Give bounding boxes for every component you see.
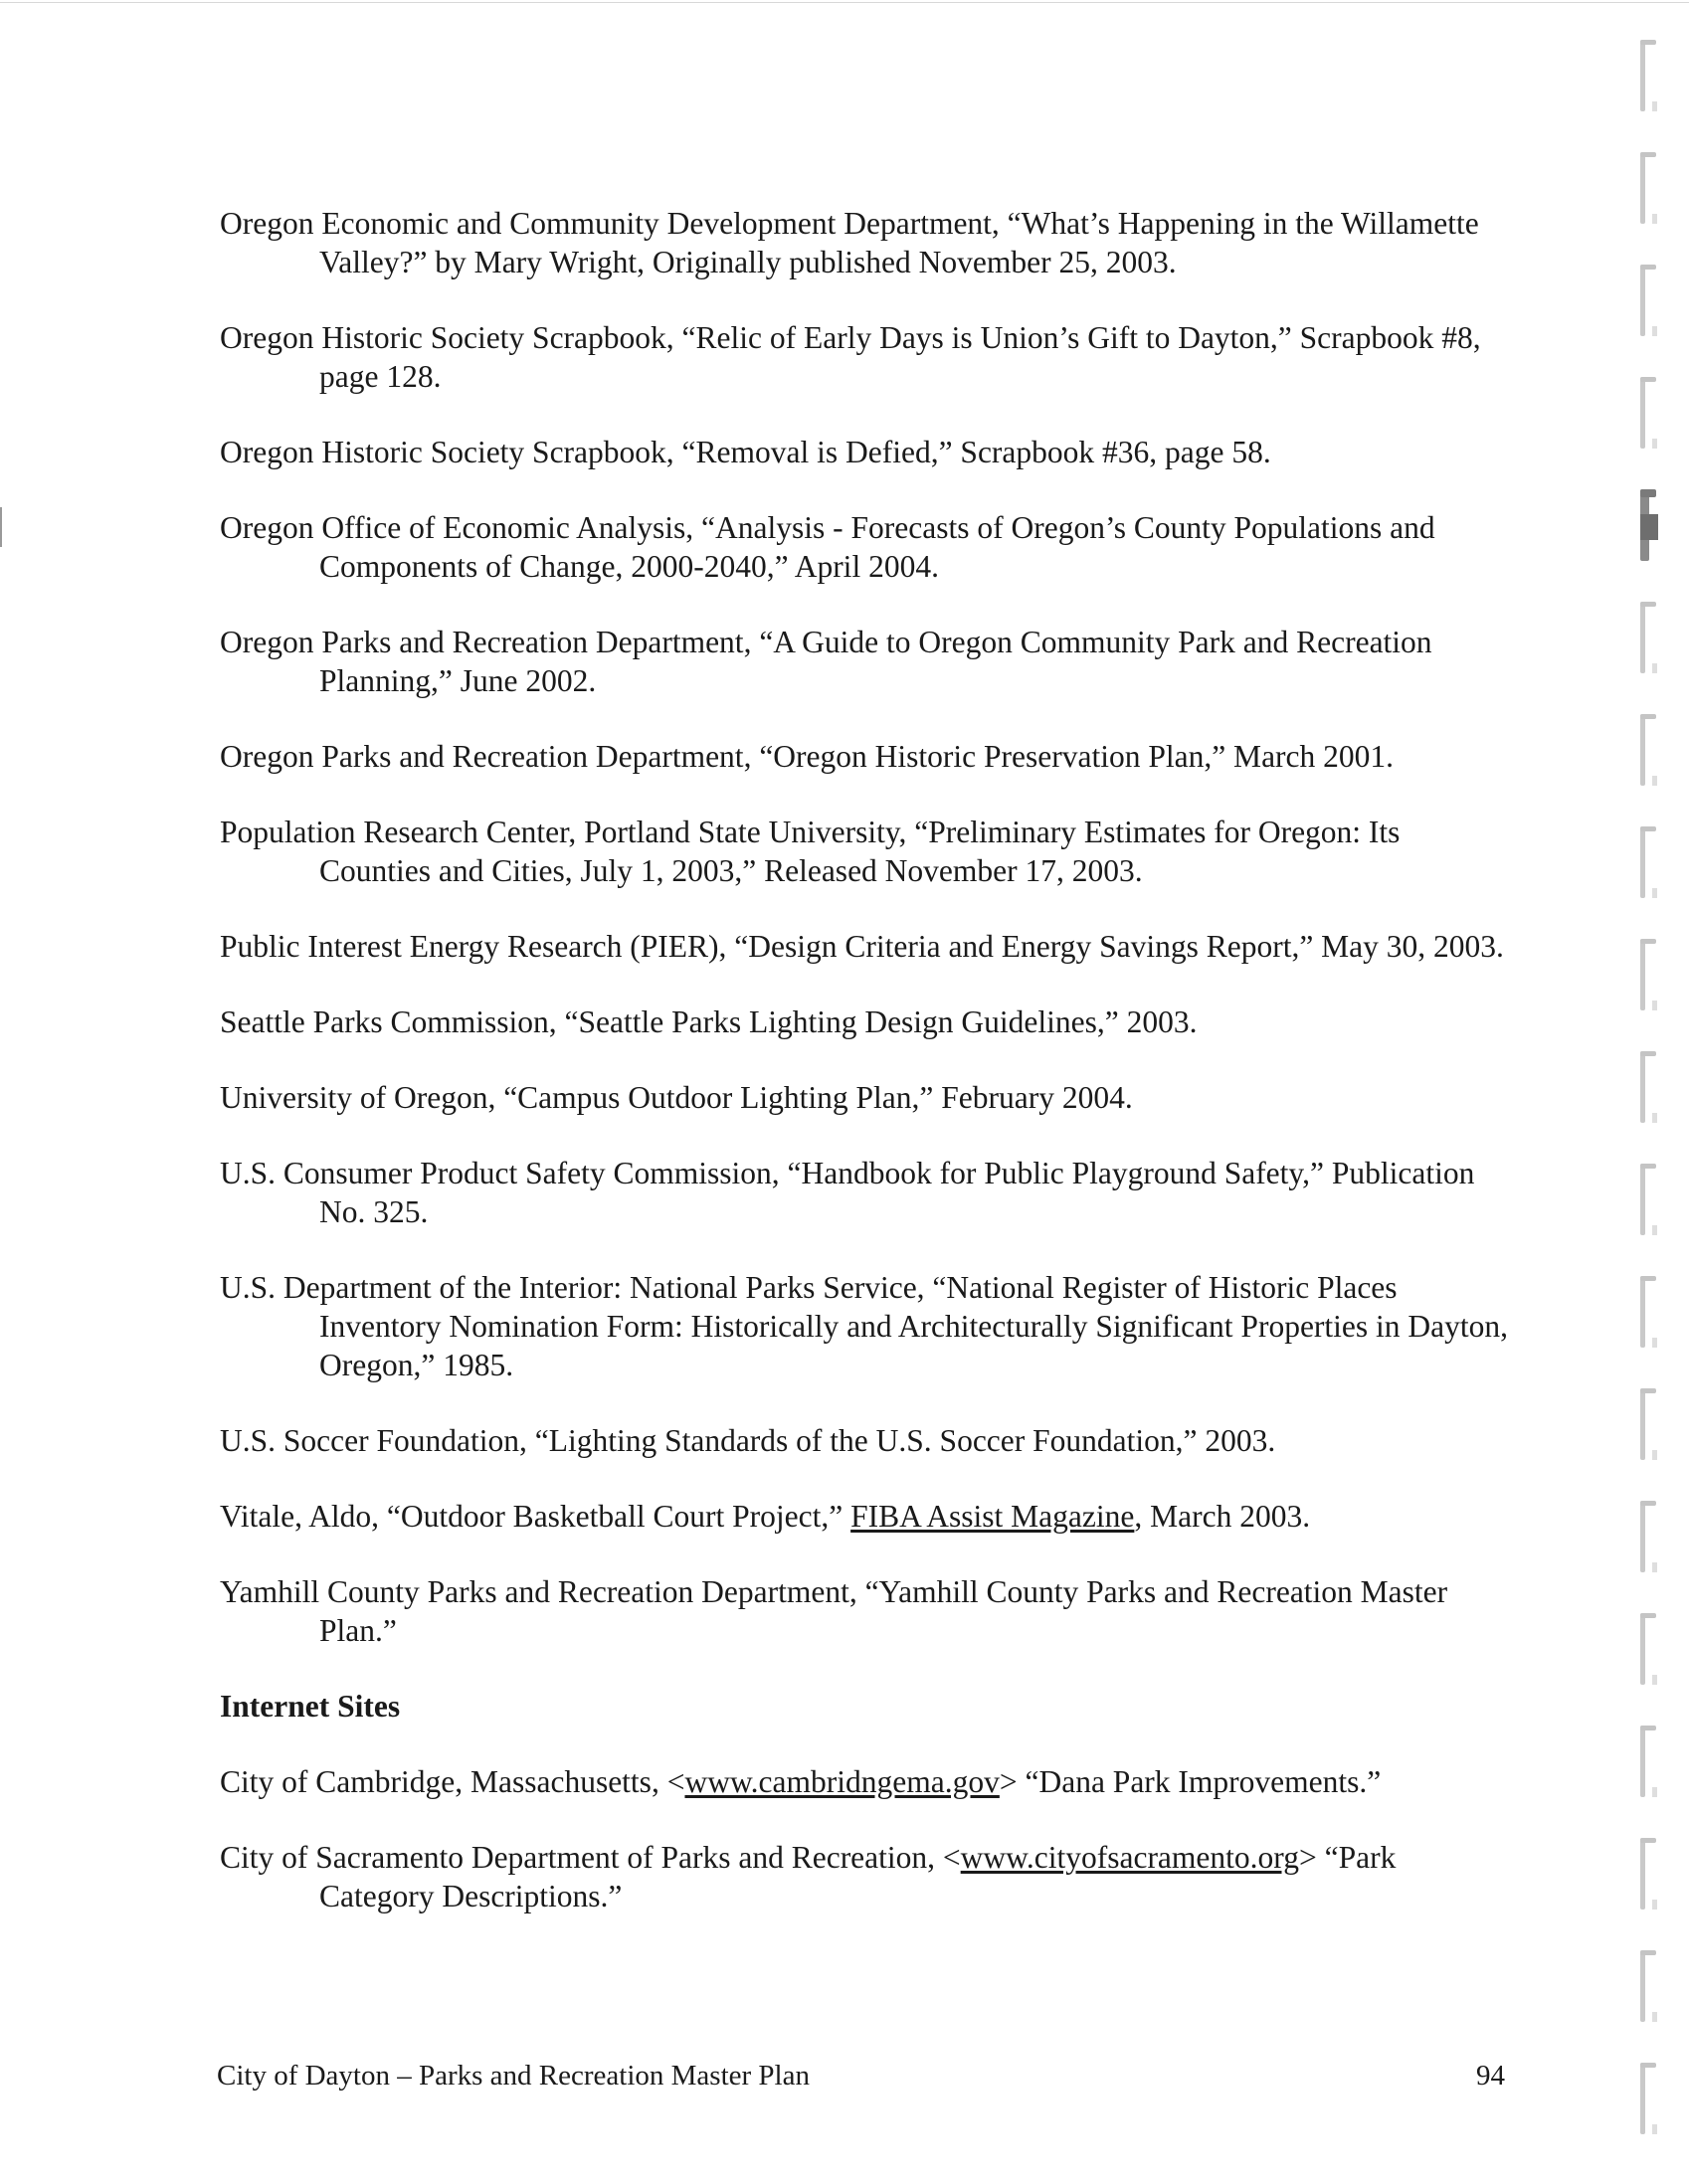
reference-entry: Oregon Parks and Recreation Department, “Oregon Historic Preservation Plan,” March 2001. (220, 739, 1395, 774)
bibliography-body (220, 204, 1513, 1952)
website-link[interactable]: www.cambridngema.gov (684, 1764, 1000, 1799)
internet-site-entry (220, 1762, 1513, 1801)
footer-document-title: City of Dayton – Parks and Recreation Master Plan (217, 2060, 810, 2092)
binding-ring (1636, 826, 1660, 898)
reference-entry: Seattle Parks Commission, “Seattle Parks Lighting Design Guidelines,” 2003. (220, 1004, 1198, 1039)
reference-entry: Oregon Economic and Community Development Department, “What’s Happening in the Willamette Valley?” by Mary Wright, Originally published November 25, 2003. (220, 206, 1479, 279)
reference-entry: Population Research Center, Portland State University, “Preliminary Estimates for Oregon: Its Counties and Cities, July 1, 2003,” Released November 17, 2003. (220, 815, 1401, 888)
reference-entry: U.S. Department of the Interior: National Parks Service, “National Register of Historic Places Inventory Nomination Form: Historically and Architecturally Significant Properties in Dayton, Oregon,” 1985. (220, 1270, 1509, 1382)
reference-entry: Yamhill County Parks and Recreation Department, “Yamhill County Parks and Recreation Master Plan.” (220, 1574, 1448, 1648)
reference-entry: Oregon Historic Society Scrapbook, “Relic of Early Days is Union’s Gift to Dayton,” Scrapbook #8, page 128. (220, 320, 1481, 394)
binding-ring (1636, 40, 1660, 111)
reference-entry: Public Interest Energy Research (PIER), “Design Criteria and Energy Savings Report,” May 30, 2003. (220, 929, 1504, 964)
reference-text: > “Park Category Descriptions.” (319, 1840, 1397, 1913)
reference-text: City of Cambridge, Massachusetts, < (220, 1764, 685, 1799)
internet-sites-heading: Internet Sites (220, 1689, 401, 1724)
binding-ring (1636, 489, 1660, 561)
scan-left-mark (0, 507, 2, 547)
website-link[interactable]: www.cityofsacramento.org (960, 1840, 1299, 1875)
reference-entry: Oregon Historic Society Scrapbook, “Removal is Defied,” Scrapbook #36, page 58. (220, 435, 1271, 469)
reference-entry: Oregon Parks and Recreation Department, “A Guide to Oregon Community Park and Recreation Planning,” June 2002. (220, 625, 1432, 698)
binding-ring (1636, 1501, 1660, 1572)
internet-site-entry (220, 1838, 1513, 1915)
binding-ring (1636, 1726, 1660, 1797)
reference-text: Vitale, Aldo, “Outdoor Basketball Court Project,” (220, 1499, 851, 1534)
reference-text: , March 2003. (1134, 1499, 1311, 1534)
publication-title: FIBA Assist Magazine (850, 1499, 1135, 1534)
binding-ring (1636, 377, 1660, 449)
binding-ring (1636, 1388, 1660, 1460)
reference-text: City of Sacramento Department of Parks and Recreation, < (220, 1840, 961, 1875)
binding-ring (1636, 602, 1660, 673)
binding-ring (1636, 1950, 1660, 2022)
binding-ring (1636, 1838, 1660, 1910)
binding-ring (1636, 1164, 1660, 1235)
binding-ring (1636, 1051, 1660, 1123)
binding-ring (1636, 939, 1660, 1010)
reference-text: > “Dana Park Improvements.” (999, 1764, 1382, 1799)
binding-ring (1636, 714, 1660, 786)
reference-entry: Oregon Office of Economic Analysis, “Analysis - Forecasts of Oregon’s County Populations and Components of Change, 2000-2040,” April 2004. (220, 510, 1435, 584)
binding-ring (1636, 1613, 1660, 1685)
binding-ring (1636, 1276, 1660, 1348)
reference-entry: U.S. Consumer Product Safety Commission, “Handbook for Public Playground Safety,” Publication No. 325. (220, 1156, 1475, 1229)
spiral-binding (1636, 0, 1676, 2184)
scan-top-edge (0, 2, 1689, 3)
reference-entry: U.S. Soccer Foundation, “Lighting Standards of the U.S. Soccer Foundation,” 2003. (220, 1423, 1276, 1458)
binding-ring (1636, 2063, 1660, 2134)
reference-entry (220, 1497, 1513, 1536)
reference-entry: University of Oregon, “Campus Outdoor Lighting Plan,” February 2004. (220, 1080, 1133, 1115)
binding-ring (1636, 265, 1660, 336)
binding-ring (1636, 152, 1660, 224)
footer-page-number: 94 (1476, 2060, 1505, 2092)
